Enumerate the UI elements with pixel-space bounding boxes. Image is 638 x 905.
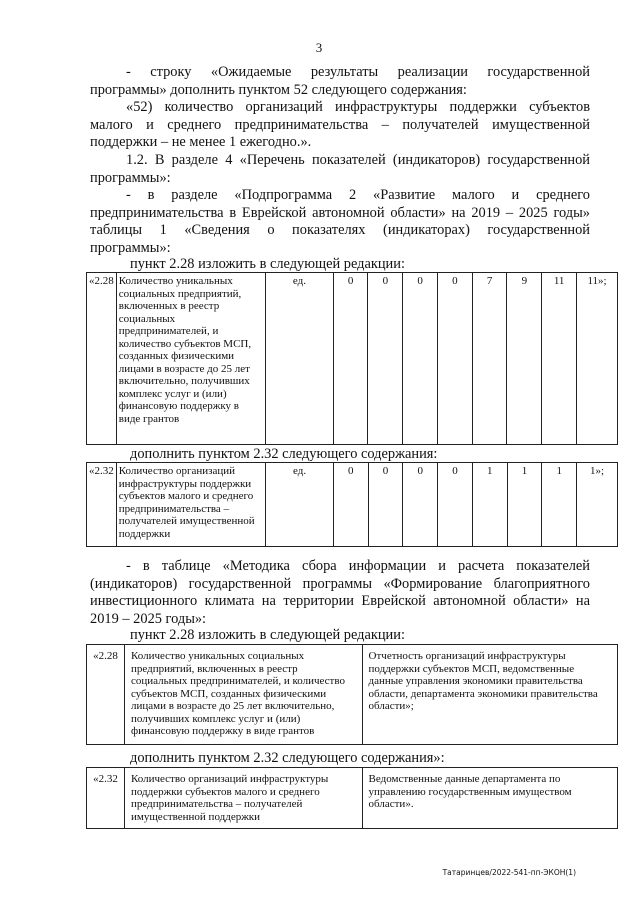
value-cell: 1: [472, 463, 507, 547]
indicator-name: Количество организаций инфраструктуры поддержки субъектов малого и среднего предпринимательства – получателей имущественной поддержки: [116, 463, 266, 547]
indicator-name: Количество уникальных социальных предприятий, включенных в реестр социальных предпринимателей, и количество субъектов МСП, созданных физическими лицами в возрасте до 25 лет включительно, получивших комплекс услуг и (или) финансовую поддержку в виде грантов: [116, 273, 265, 445]
indicator-table-2-28: [86, 272, 618, 445]
heading-replace-2-28: пункт 2.28 изложить в следующей редакции:: [130, 256, 405, 272]
indicator-table-2-32: [86, 462, 618, 547]
indicator-name: Количество организаций инфраструктуры поддержки субъектов малого и среднего предпринимательства – получателей имущественной поддержки: [124, 768, 362, 829]
value-cell: 0: [333, 463, 368, 547]
value-cell: 1: [507, 463, 542, 547]
value-cell: 0: [368, 273, 403, 445]
paragraph-section-4: 1.2. В разделе 4 «Перечень показателей (индикаторов) государственной программы»:: [90, 152, 590, 186]
unit-cell: ед.: [266, 273, 334, 445]
row-number: «2.32: [87, 463, 117, 547]
paragraph-item-52: «52) количество организаций инфраструктуры поддержки субъектов малого и среднего предпринимательства – получателей имущественной поддержки – не менее 1 ежегодно.».: [90, 99, 590, 150]
table-row: [87, 463, 618, 547]
value-cell: 0: [368, 463, 403, 547]
value-cell: 11: [542, 273, 577, 445]
value-cell: 7: [472, 273, 507, 445]
value-cell: 0: [333, 273, 368, 445]
paragraph-methodology: - в таблице «Методика сбора информации и расчета показателей (индикаторов) государственной программы «Формирование благоприятного инвестиционного климата на территории Еврейской автономной области» на 2019 – 2025 годы»:: [90, 558, 590, 627]
heading-add-2-32: дополнить пунктом 2.32 следующего содержания:: [130, 446, 438, 462]
value-cell: 0: [437, 273, 472, 445]
unit-cell: ед.: [266, 463, 334, 547]
value-cell: 11»;: [577, 273, 618, 445]
paragraph-expected-results: - строку «Ожидаемые результаты реализации государственной программы» дополнить пунктом 52 следующего содержания:: [90, 64, 590, 98]
document-footer: Татаринцев/2022-541-пп-ЭКОН(1): [442, 868, 576, 877]
table-row: [87, 273, 618, 445]
table-row: [87, 768, 618, 829]
methodology-table-2-28: [86, 644, 618, 745]
value-cell: 0: [403, 273, 438, 445]
value-cell: 9: [507, 273, 542, 445]
data-source: Отчетность организаций инфраструктуры поддержки субъектов МСП, ведомственные данные управления экономики правительства области, департамента экономики правительства области»;: [362, 645, 617, 745]
row-number: «2.28: [87, 645, 125, 745]
value-cell: 1»;: [577, 463, 618, 547]
value-cell: 0: [403, 463, 438, 547]
methodology-table-2-32: [86, 767, 618, 829]
heading-add-2-32-method: дополнить пунктом 2.32 следующего содержания»:: [130, 750, 445, 766]
value-cell: 0: [438, 463, 473, 547]
table-row: [87, 645, 618, 745]
value-cell: 1: [542, 463, 577, 547]
indicator-name: Количество уникальных социальных предприятий, включенных в реестр социальных предпринимателей, и количество субъектов МСП, созданных физическими лицами в возрасте до 25 лет включительно, получивших комплекс услуг и (или) финансовую поддержку в виде грантов: [124, 645, 362, 745]
paragraph-subprogram-2: - в разделе «Подпрограмма 2 «Развитие малого и среднего предпринимательства в Еврейской автономной области» на 2019 – 2025 годы» таблицы 1 «Сведения о показателях (индикаторах) государственной программы»:: [90, 187, 590, 256]
row-number: «2.32: [87, 768, 125, 829]
row-number: «2.28: [87, 273, 117, 445]
data-source: Ведомственные данные департамента по управлению государственным имуществом области».: [362, 768, 617, 829]
page-number: 3: [315, 40, 323, 55]
heading-replace-2-28-method: пункт 2.28 изложить в следующей редакции:: [130, 627, 405, 643]
